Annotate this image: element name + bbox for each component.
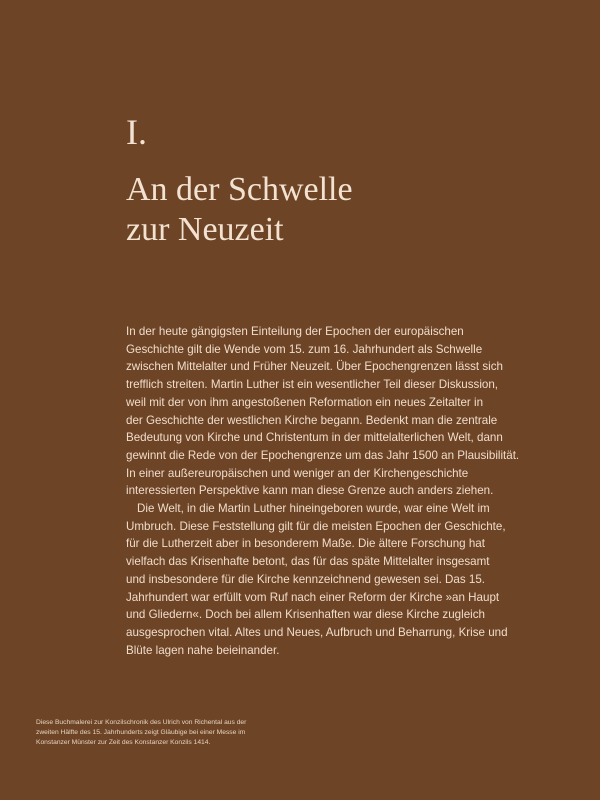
body-line: Jahrhundert war erfüllt vom Ruf nach einer Reform der Kirche »an Haupt (126, 590, 500, 604)
body-line: interessierten Perspektive kann man diese Grenze auch anders ziehen. (126, 484, 494, 498)
body-line: weil mit der von ihm angestoßenen Reformation ein neues Zeitalter in (126, 395, 484, 409)
body-line: trefflich streiten. Martin Luther ist ein wesentlicher Teil dieser Diskussion, (126, 378, 499, 392)
caption-line: Konstanzer Münster zur Zeit des Konstanzer Konzils 1414. (36, 739, 211, 746)
body-line: Geschichte gilt die Wende vom 15. zum 16. Jahrhundert als Schwelle (126, 342, 483, 356)
body-line: der Geschichte der westlichen Kirche begann. Bedenkt man die zentrale (126, 413, 498, 427)
body-line: Umbruch. Diese Feststellung gilt für die meisten Epochen der Geschichte, (126, 519, 506, 533)
body-line: ausgesprochen vital. Altes und Neues, Aufbruch und Beharrung, Krise und (126, 625, 508, 639)
body-line: zwischen Mittelalter und Früher Neuzeit. Über Epochengrenzen lässt sich (126, 360, 503, 374)
body-text (126, 323, 520, 659)
body-line: In einer außereuropäischen und weniger an der Kirchengeschichte (126, 466, 469, 480)
body-line: Bedeutung von Kirche und Christentum in der mittelalterlichen Welt, dann (126, 431, 503, 445)
chapter-number: I. (126, 112, 147, 152)
body-line: Blüte lagen nahe beieinander. (126, 643, 280, 657)
body-line: vielfach das Krisenhafte betont, das für das späte Mittelalter insgesamt (126, 555, 490, 569)
caption-line: Diese Buchmalerei zur Konzilschronik des Ulrich von Richental aus der (36, 719, 247, 726)
body-line: und insbesondere für die Kirche kennzeichnend gewesen sei. Das 15. (126, 572, 485, 586)
chapter-title-line: zur Neuzeit (126, 211, 284, 248)
body-line: und Gliedern«. Doch bei allem Krisenhaften war diese Kirche zugleich (126, 608, 485, 622)
body-line: gewinnt die Rede von der Epochengrenze um das Jahr 1500 an Plausibilität. (126, 448, 520, 462)
body-line-paragraph-start: Die Welt, in die Martin Luther hineingeboren wurde, war eine Welt im (137, 502, 490, 516)
body-line: In der heute gängigsten Einteilung der Epochen der europäischen (126, 325, 464, 338)
body-line: für die Lutherzeit aber in besonderem Maße. Die ältere Forschung hat (126, 537, 485, 551)
chapter-title-line: An der Schwelle (126, 171, 353, 208)
caption-line: zweiten Hälfte des 15. Jahrhunderts zeigt Gläubige bei einer Messe im (36, 729, 246, 736)
image-caption (36, 718, 276, 748)
chapter-title (126, 170, 546, 250)
